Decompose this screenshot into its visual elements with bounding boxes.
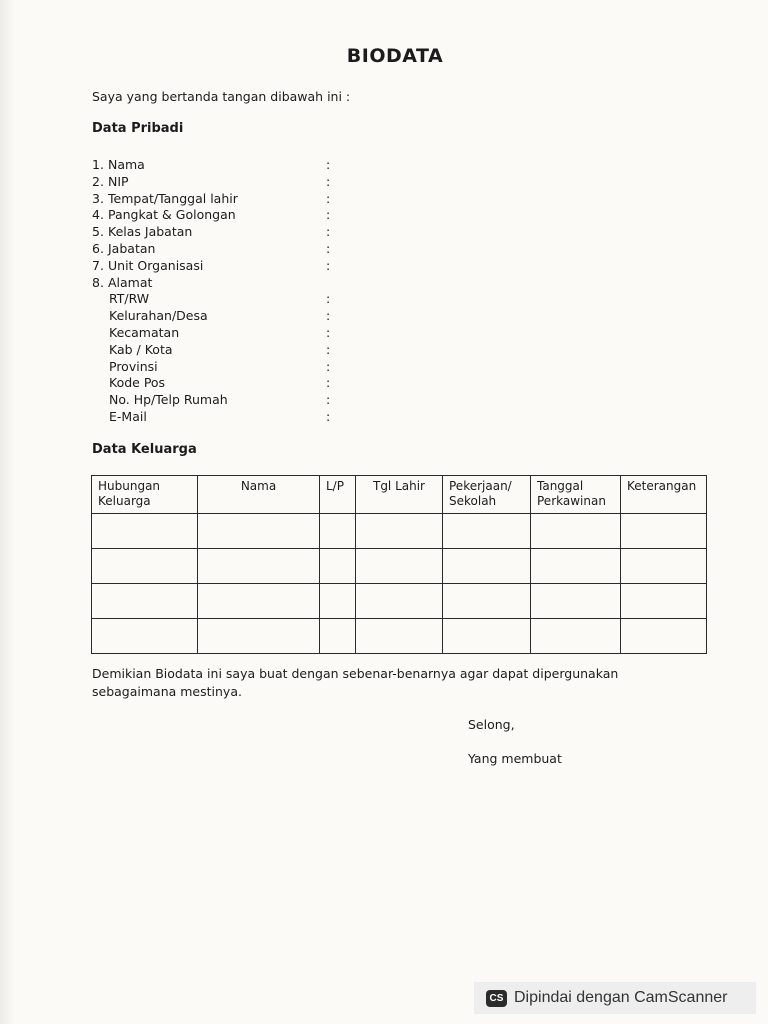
- table-cell: [443, 619, 531, 654]
- camscanner-logo-icon: CS: [486, 990, 507, 1007]
- table-cell: [92, 584, 198, 619]
- table-cell: [356, 514, 443, 549]
- section-heading-family: Data Keluarga: [92, 442, 197, 457]
- table-row: [92, 584, 707, 619]
- scan-edge-shadow: [0, 0, 14, 1024]
- field-colon: :: [326, 224, 331, 240]
- table-cell: [320, 584, 356, 619]
- column-header-relationship: Hubungan Keluarga: [92, 476, 198, 514]
- table-row: [92, 619, 707, 654]
- field-number: 3.: [92, 190, 104, 206]
- table-cell: [320, 514, 356, 549]
- address-field-label: Kecamatan: [109, 324, 180, 340]
- closing-statement: Demikian Biodata ini saya buat dengan sebenar-benarnya agar dapat dipergunakan sebagaimana mestinya.: [92, 666, 619, 699]
- address-field-row: [92, 308, 342, 325]
- table-cell: [198, 514, 320, 549]
- address-field-row: [92, 409, 342, 426]
- table-cell: [92, 514, 198, 549]
- field-label: Nama: [108, 157, 145, 172]
- field-colon: :: [326, 341, 331, 357]
- table-cell: [443, 584, 531, 619]
- field-colon: :: [326, 173, 331, 189]
- section-heading-personal: Data Pribadi: [92, 121, 184, 136]
- table-cell: [356, 549, 443, 584]
- field-colon: :: [326, 358, 331, 374]
- address-field-label: Kelurahan/Desa: [109, 308, 208, 324]
- table-cell: [531, 514, 621, 549]
- signature-place: Selong,: [468, 717, 515, 732]
- table-cell: [531, 584, 621, 619]
- address-field-label: Kode Pos: [109, 375, 166, 391]
- table-cell: [92, 619, 198, 654]
- column-header-occupation: Pekerjaan/ Sekolah: [443, 476, 531, 514]
- table-cell: [92, 549, 198, 584]
- field-label: Alamat: [108, 274, 153, 290]
- field-row: [92, 258, 342, 275]
- field-number: 5.: [92, 224, 104, 240]
- field-number: 2.: [92, 173, 104, 189]
- column-header-notes: Keterangan: [621, 476, 707, 514]
- field-label: Jabatan: [108, 240, 156, 256]
- table-cell: [443, 549, 531, 584]
- address-field-label: Kab / Kota: [109, 341, 173, 357]
- table-cell: [531, 619, 621, 654]
- field-label: Kelas Jabatan: [108, 224, 193, 240]
- address-field-label: Provinsi: [109, 358, 158, 374]
- field-colon: :: [326, 190, 331, 206]
- field-row: [92, 174, 342, 191]
- field-colon: :: [326, 257, 331, 273]
- address-field-label: RT/RW: [109, 291, 150, 307]
- table-cell: [320, 619, 356, 654]
- address-field-row: [92, 342, 342, 359]
- address-field-row: [92, 375, 342, 392]
- personal-data-list: [92, 157, 342, 426]
- field-row: [92, 224, 342, 241]
- table-cell: [531, 549, 621, 584]
- table-cell: [621, 584, 707, 619]
- table-cell: [320, 549, 356, 584]
- family-table: [91, 475, 707, 654]
- field-number: 4.: [92, 207, 104, 223]
- field-colon: :: [326, 392, 331, 408]
- field-colon: :: [326, 375, 331, 391]
- field-label: Pangkat & Golongan: [108, 207, 236, 223]
- field-number: 8.: [92, 274, 104, 290]
- field-label: NIP: [108, 173, 129, 189]
- field-row: [92, 241, 342, 258]
- address-field-row: [92, 359, 342, 376]
- field-number: 7.: [92, 257, 104, 273]
- field-colon: :: [326, 408, 331, 424]
- field-row: [92, 157, 342, 174]
- signature-label: Yang membuat: [468, 751, 562, 766]
- field-colon: :: [326, 157, 331, 172]
- field-colon: :: [326, 240, 331, 256]
- table-cell: [198, 619, 320, 654]
- table-cell: [443, 514, 531, 549]
- table-cell: [198, 549, 320, 584]
- column-header-gender: L/P: [320, 476, 356, 514]
- field-number: 1.: [92, 157, 104, 172]
- field-colon: :: [326, 308, 331, 324]
- field-number: 6.: [92, 240, 104, 256]
- table-row: [92, 549, 707, 584]
- field-colon: :: [326, 291, 331, 307]
- document-title: BIODATA: [346, 45, 444, 67]
- address-field-row: [92, 291, 342, 308]
- table-cell: [198, 584, 320, 619]
- watermark-text: Dipindai dengan CamScanner: [514, 989, 728, 1006]
- table-cell: [356, 584, 443, 619]
- intro-text: Saya yang bertanda tangan dibawah ini :: [92, 89, 351, 104]
- field-row: [92, 275, 342, 292]
- address-field-row: [92, 325, 342, 342]
- field-row: [92, 207, 342, 224]
- camscanner-watermark: [474, 982, 756, 1014]
- column-header-birth-date: Tgl Lahir: [356, 476, 443, 514]
- field-colon: :: [326, 324, 331, 340]
- table-cell: [621, 619, 707, 654]
- field-colon: :: [326, 207, 331, 223]
- table-cell: [621, 549, 707, 584]
- table-cell: [621, 514, 707, 549]
- field-label: Tempat/Tanggal lahir: [108, 190, 238, 206]
- address-field-label: E-Mail: [109, 408, 147, 424]
- table-header-row: [92, 476, 707, 514]
- column-header-marriage-date: Tanggal Perkawinan: [531, 476, 621, 514]
- column-header-name: Nama: [198, 476, 320, 514]
- address-field-label: No. Hp/Telp Rumah: [109, 392, 228, 408]
- table-cell: [356, 619, 443, 654]
- table-row: [92, 514, 707, 549]
- field-label: Unit Organisasi: [108, 257, 204, 273]
- address-field-row: [92, 392, 342, 409]
- field-row: [92, 191, 342, 208]
